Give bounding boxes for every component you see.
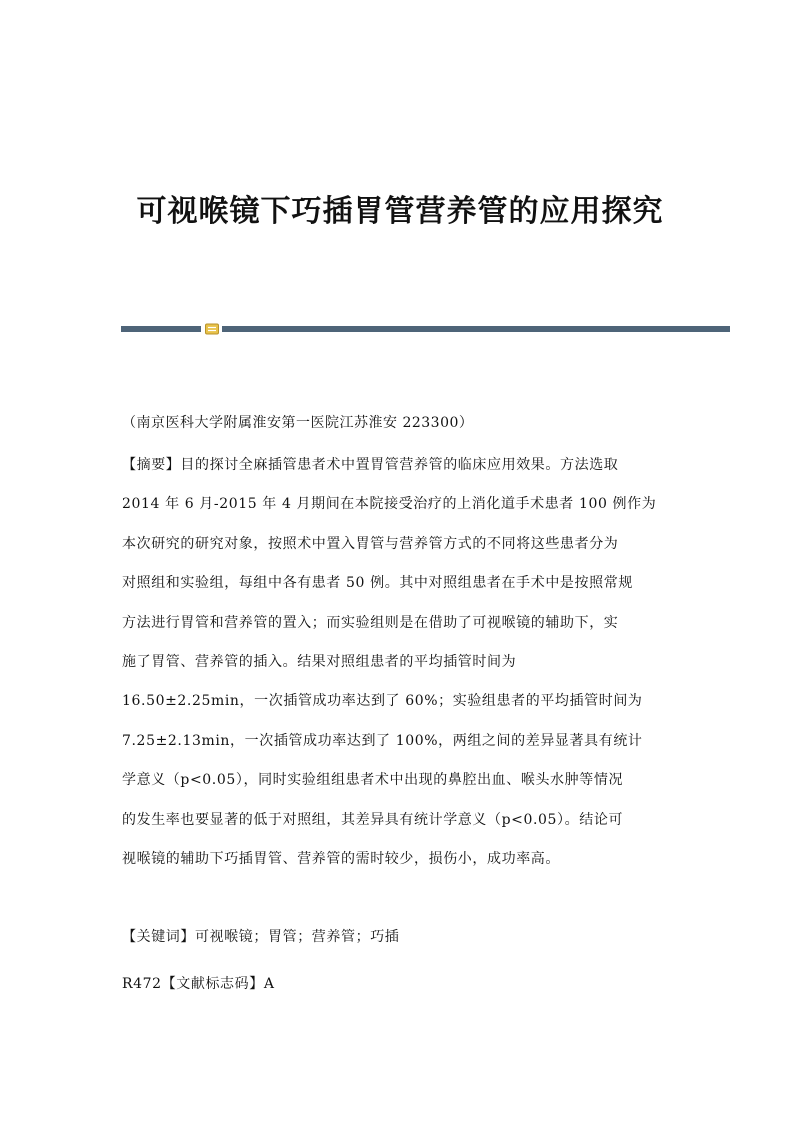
abstract-line: 【摘要】目的探讨全麻插管患者术中置胃管营养管的临床应用效果。方法选取: [122, 457, 619, 473]
abstract-line: 施了胃管、营养管的插入。结果对照组患者的平均插管时间为: [122, 653, 517, 670]
abstract-line: 2014 年 6 月-2015 年 4 月期间在本院接受治疗的上消化道手术患者 100 例作为: [122, 496, 657, 513]
classification-line: R472【文献标志码】A: [122, 976, 275, 992]
keywords-line: 【关键词】可视喉镜；胃管；营养管；巧插: [122, 929, 400, 945]
abstract-line: 方法进行胃管和营养管的置入；而实验组则是在借助了可视喉镜的辅助下，实: [122, 614, 619, 631]
abstract-paragraph: [122, 454, 682, 887]
author-affiliation: （南京医科大学附属淮安第一医院江苏淮安 223300）: [122, 415, 474, 431]
abstract-line: 视喉镜的辅助下巧插胃管、营养管的需时较少，损伤小，成功率高。: [122, 850, 560, 867]
abstract-line: 学意义（p<0.05），同时实验组组患者术中出现的鼻腔出血、喉头水肿等情况: [122, 772, 624, 789]
abstract-line: 16.50±2.25min，一次插管成功率达到了 60%；实验组患者的平均插管时间为: [122, 693, 643, 710]
abstract-line: 的发生率也要显著的低于对照组，其差异具有统计学意义（p<0.05）。结论可: [122, 811, 624, 828]
abstract-line: 对照组和实验组，每组中各有患者 50 例。其中对照组患者在手术中是按照常规: [122, 575, 633, 592]
abstract-line: 7.25±2.13min，一次插管成功率达到了 100%，两组之间的差异显著具有统计: [122, 732, 643, 749]
abstract-line: 本次研究的研究对象，按照术中置入胃管与营养管方式的不同将这些患者分为: [122, 535, 619, 552]
divider-badge-icon: [205, 323, 219, 335]
document-title: 可视喉镜下巧插胃管营养管的应用探究: [136, 194, 664, 229]
title-divider-right: [222, 326, 730, 332]
title-divider-left: [121, 326, 201, 332]
